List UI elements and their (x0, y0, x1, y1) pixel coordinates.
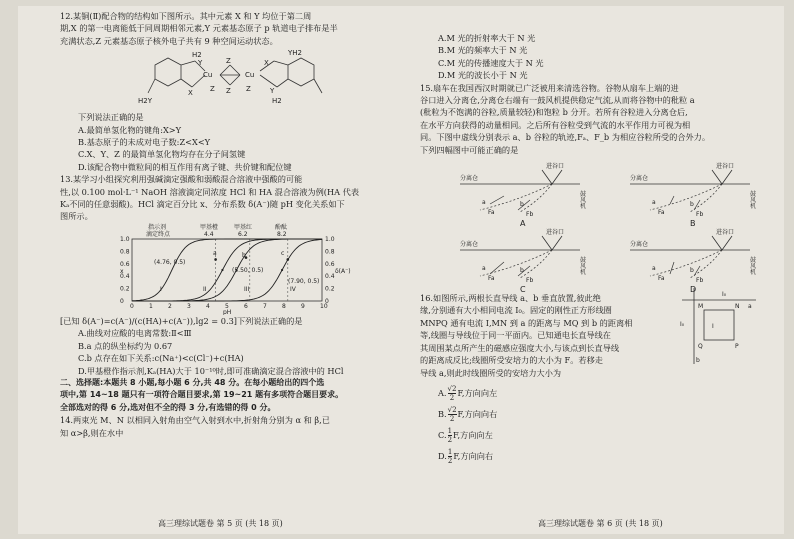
q14-option-d: D.M 光的波长小于 N 光 (438, 70, 528, 81)
chamber-label: 分离仓 (630, 241, 649, 249)
trajectory-a (480, 184, 552, 210)
indicator-name: 酚酞 (275, 223, 288, 231)
mol-label: H2 (192, 51, 202, 60)
fan-label: 机 (580, 269, 587, 277)
y-tick-label-right: 1.0 (325, 235, 335, 243)
q16-option: A. √2 2 F,方向向左 (438, 384, 498, 402)
q16-block (420, 292, 770, 482)
mol-label: X (264, 59, 269, 68)
grain-b-label: b (520, 201, 524, 209)
indicator-ph: 4.4 (204, 230, 214, 238)
grain-a-label: a (482, 265, 486, 273)
force-arrow (490, 196, 504, 204)
mol-label: X (188, 89, 193, 98)
indicator-name: 甲基红 (234, 223, 253, 231)
grain-b-label: b (520, 267, 524, 275)
mol-label: H2 (272, 97, 282, 106)
mol-label: Y (270, 87, 275, 96)
trajectory-b (690, 250, 722, 278)
q12-line: 12.某铜(Ⅱ)配合物的结构如下图所示。其中元素 X 和 Y 均位于第二周 (60, 11, 312, 21)
chamber-label: 分离仓 (630, 175, 649, 183)
q12-option-d: D.该配合物中微粒间的相互作用有离子键、共价键和配位键 (78, 161, 292, 172)
q16-line: MNPQ 通有电流 I,MN 到 a 的距离与 MQ 到 b 的距离相 (420, 317, 633, 328)
grain-a-label: a (652, 199, 656, 207)
x-tick-label: 1 (149, 302, 153, 310)
trajectory-b (520, 250, 552, 278)
y-tick-label-right: 0 (325, 297, 329, 305)
fan-label: 风 (580, 197, 587, 205)
force-a-label: Fa (488, 275, 495, 283)
inlet-label: 进谷口 (716, 229, 735, 237)
q12-option-a: A.最简单氢化物的键角:X>Y (78, 124, 182, 135)
q16-line: 其周围某点所产生的磁感应强度大小,与该点到长直导线 (420, 342, 620, 353)
q13-line: 13.某学习小组探究利用强碱滴定强酸和弱酸混合溶液中强酸的可能 (60, 174, 303, 185)
mol-label: Z (226, 57, 231, 66)
y-tick-label: 1.0 (120, 235, 130, 243)
point-c (287, 258, 290, 261)
force-arrow (694, 200, 700, 210)
x-tick-label: 9 (301, 302, 305, 310)
y-axis-left-label: x (120, 267, 124, 275)
y-tick-label-right: 0.8 (325, 248, 335, 256)
option-caption: D (690, 285, 697, 293)
fan-label: 风 (580, 263, 587, 271)
force-arrow (694, 266, 700, 276)
fan-diagram (460, 228, 586, 292)
indicator-name: 甲基橙 (200, 223, 219, 231)
mol-label: Y (198, 59, 203, 68)
chart-header (146, 223, 287, 238)
mol-label: Cu (245, 71, 255, 80)
q13-given: [已知 δ(A⁻)=c(A⁻)/(c(HA)+c(A⁻)),lg2 = 0.3]下列说法正确的是 (60, 315, 303, 326)
fan-label: 机 (750, 203, 757, 211)
q13-option-c: C.b 点存在如下关系:c(Na⁺)<c(Cl⁻)+c(HA) (78, 353, 244, 364)
x-tick-label: 10 (320, 302, 328, 310)
x-tick-label: 2 (168, 302, 172, 310)
force-b-label: Fb (696, 277, 704, 285)
curve-label-3: III (244, 285, 250, 293)
winnowing-diagrams (420, 156, 770, 292)
q15-line: (秕粒为不饱满的谷粒,质量较轻)和饱粒 b 分开。若所有谷粒进入分离仓后, (420, 107, 688, 118)
q13-option-d: D.甲基橙作指示剂,Kₐ(HA)大于 10⁻¹⁰时,即可准确滴定混合溶液中的 HCl (78, 365, 344, 376)
grain-a-label: a (482, 199, 486, 207)
option-caption: B (690, 219, 696, 229)
point-annotation: (7.90, 0.5) (288, 277, 320, 285)
inlet-label: 进谷口 (546, 229, 565, 237)
y-tick-label: 0.6 (120, 260, 130, 268)
point-label-c: c (281, 249, 285, 257)
fan-label: 鼓 (580, 191, 587, 199)
y-tick-label-right: 0.2 (325, 285, 335, 293)
midpoint-marker (281, 269, 283, 271)
q12-prompt: 下列说法正确的是 (78, 112, 144, 123)
q14-option-a: A.M 光的折射率大于 N 光 (438, 33, 536, 43)
section-heading: 项中,第 14~18 题只有一项符合题目要求,第 19~21 题有多项符合题目要求。 (60, 390, 344, 400)
trajectory-b (690, 184, 722, 212)
midpoint-marker (221, 269, 223, 271)
point-a (214, 258, 217, 261)
force-arrow (670, 196, 674, 204)
fan-label: 机 (580, 203, 587, 211)
q15-line: 下列四幅图中可能正确的是 (420, 144, 519, 155)
fan-label: 鼓 (750, 257, 757, 265)
y-tick-label: 0.4 (120, 273, 130, 281)
indicator-ph: 6.2 (238, 230, 248, 238)
q15-line: 同。下图中虚线分别表示 a、b 谷粒的轨迹,Fₐ、F_b 为相应谷粒所受的合外力。 (420, 132, 711, 143)
x-tick-label: 6 (244, 302, 248, 310)
fan-label: 鼓 (750, 191, 757, 199)
force-a-label: Fa (658, 275, 665, 283)
q16-line: 等,线圈与导线位于同一平面内。已知通电长直导线在 (420, 330, 611, 341)
coil-label: N (735, 303, 740, 311)
q12-option-b: B.基态原子的未成对电子数:Z<X<Y (78, 137, 211, 148)
q16-option: C. 1 2 F,方向向左 (438, 426, 493, 444)
q14-line: 14.两束光 M、N 以相同入射角由空气入射到水中,折射角分别为 α 和 β,已 (60, 415, 330, 426)
coil-label: P (735, 343, 739, 351)
curve-label-1: I (160, 285, 162, 293)
trajectory-b (520, 184, 552, 212)
mol-label: H2Y (138, 97, 152, 106)
x-tick-label: 0 (130, 302, 134, 310)
q13-option-a: A.曲线对应酸的电离常数:Ⅱ<Ⅲ (78, 328, 192, 339)
point-label-b: b (242, 251, 246, 259)
force-b-label: Fb (696, 211, 704, 219)
q13-option-b: B.a 点的纵坐标约为 0.67 (78, 340, 173, 351)
curve-label-2: II (203, 285, 207, 293)
coil-label: I₀ (680, 321, 685, 329)
fan-label: 机 (750, 269, 757, 277)
indicator-ph: 8.2 (277, 230, 287, 238)
trajectory-a (650, 184, 722, 210)
y-tick-label: 0.2 (120, 285, 130, 293)
grain-b-label: b (690, 201, 694, 209)
section-heading: 二、选择题:本题共 8 小题,每小题 6 分,共 48 分。在每小题给出的四个选 (60, 377, 325, 387)
coil-label: I (712, 323, 714, 331)
q14-option-c: C.M 光的传播速度大于 N 光 (438, 57, 544, 68)
q16-line: 导线 a,则此时线圈所受的安培力大小为 (420, 367, 562, 378)
option-caption: A (520, 219, 526, 229)
y-tick-label-right: 0.4 (325, 273, 335, 281)
x-tick-label: 4 (206, 302, 210, 310)
mol-label: Z (210, 85, 215, 94)
x-tick-label: 8 (282, 302, 286, 310)
titration-chart (60, 223, 390, 315)
q16-line: 的距离成反比;线圈所受安培力的大小为 F。若移走 (420, 355, 603, 366)
q12-line: 充满状态,Z 元素基态原子核外电子共有 9 种空间运动状态。 (60, 35, 278, 46)
chamber-label: 分离仓 (460, 241, 479, 249)
coil-label: I₀ (722, 291, 727, 299)
indicator-header: 指示剂 (148, 223, 167, 231)
fan-diagram (630, 162, 756, 228)
mol-label: Z (226, 87, 231, 96)
trajectory-a (480, 250, 552, 276)
x-tick-label: 3 (187, 302, 191, 310)
q16-option: D. 1 2 F,方向向右 (438, 447, 494, 465)
coil-label: b (696, 357, 700, 365)
endpoint-header: 滴定终点 (146, 230, 171, 238)
coil-label: M (698, 303, 704, 311)
q12-option-c: C.X、Y、Z 的最简单氢化物均存在分子间氢键 (78, 149, 246, 160)
exam-sheet (18, 6, 784, 534)
x-axis-label: pH (223, 308, 232, 315)
q15-line: 谷口进入分离仓,分离仓右端有一鼓风机提供稳定气流,从而将谷物中的秕粒 a (420, 95, 695, 106)
y-tick-label: 0.8 (120, 248, 130, 256)
force-arrow (490, 262, 504, 274)
fan-diagram (630, 228, 756, 292)
q13-line: 性,以 0.100 mol·L⁻¹ NaOH 溶液滴定同浓度 HCl 和 HA 混合溶液为例(HA 代表 (60, 186, 360, 197)
left-column (60, 6, 390, 439)
x-tick-label: 5 (225, 302, 229, 310)
point-label-a: a (213, 249, 217, 257)
y-tick-label-right: 0.6 (325, 260, 335, 268)
force-a-label: Fa (488, 209, 495, 217)
curve-label-4: IV (290, 285, 296, 293)
q16-line: 16.如图所示,两根长直导线 a、b 垂直放置,彼此绝 (420, 293, 601, 304)
section-heading: 全部选对的得 6 分,选对但不全的得 3 分,有选错的得 0 分。 (60, 402, 276, 412)
coil-diagram (678, 286, 758, 366)
page-footer-right: 高三理综试题卷 第 6 页 (共 18 页) (538, 519, 663, 528)
force-b-label: Fb (526, 211, 534, 219)
force-arrow (670, 262, 674, 274)
force-b-label: Fb (526, 277, 534, 285)
q14-line: 知 α>β,则在水中 (60, 427, 124, 438)
option-caption: C (520, 285, 526, 293)
q13-line: Kₐ不同的任意弱酸)。HCl 滴定百分比 x、分布系数 δ(A⁻)随 pH 变化关系如下 (60, 199, 345, 210)
q16-option: B. √2 2 F,方向向右 (438, 405, 498, 423)
mol-label: YH2 (288, 49, 302, 58)
grain-a-label: a (652, 265, 656, 273)
q15-line: 在水平方向获得的动量相同。之后所有谷粒受到气流的水平作用力可视为相 (420, 119, 691, 130)
fan-label: 鼓 (580, 257, 587, 265)
q16-line: 缘,分别通有大小相同电流 I₀。固定的刚性正方形线圈 (420, 305, 612, 316)
point-annotation: (5.50, 0.5) (232, 266, 264, 274)
fan-label: 风 (750, 197, 757, 205)
q15-line: 15.扇车在我国西汉时期就已广泛被用来清选谷物。谷物从扇车上端的进 (420, 82, 679, 93)
page-footer-left: 高三理综试题卷 第 5 页 (共 18 页) (158, 519, 283, 528)
y-axis-right-label: δ(A⁻) (335, 267, 351, 275)
right-column (420, 6, 770, 482)
coil-label: Q (698, 343, 703, 351)
fan-diagram (460, 162, 586, 228)
inlet-label: 进谷口 (546, 163, 565, 171)
y-tick-label: 0 (120, 297, 124, 305)
mol-label: Z (246, 85, 251, 94)
grain-b-label: b (690, 267, 694, 275)
force-a-label: Fa (658, 209, 665, 217)
x-tick-label: 7 (263, 302, 267, 310)
trajectory-a (650, 250, 722, 276)
inlet-label: 进谷口 (716, 163, 735, 171)
q13-line: 图所示。 (60, 211, 93, 222)
fan-label: 风 (750, 263, 757, 271)
q14-option-b: B.M 光的频率大于 N 光 (438, 45, 528, 56)
mol-label: Cu (203, 71, 213, 80)
point-annotation: (4.76, 0.5) (154, 258, 186, 266)
chamber-label: 分离仓 (460, 175, 479, 183)
coil-label: a (748, 303, 752, 311)
q12-line: 期,X 的第一电离能低于同周期相邻元素,Y 元素基态原子 p 轨道电子排布是半 (60, 23, 338, 34)
